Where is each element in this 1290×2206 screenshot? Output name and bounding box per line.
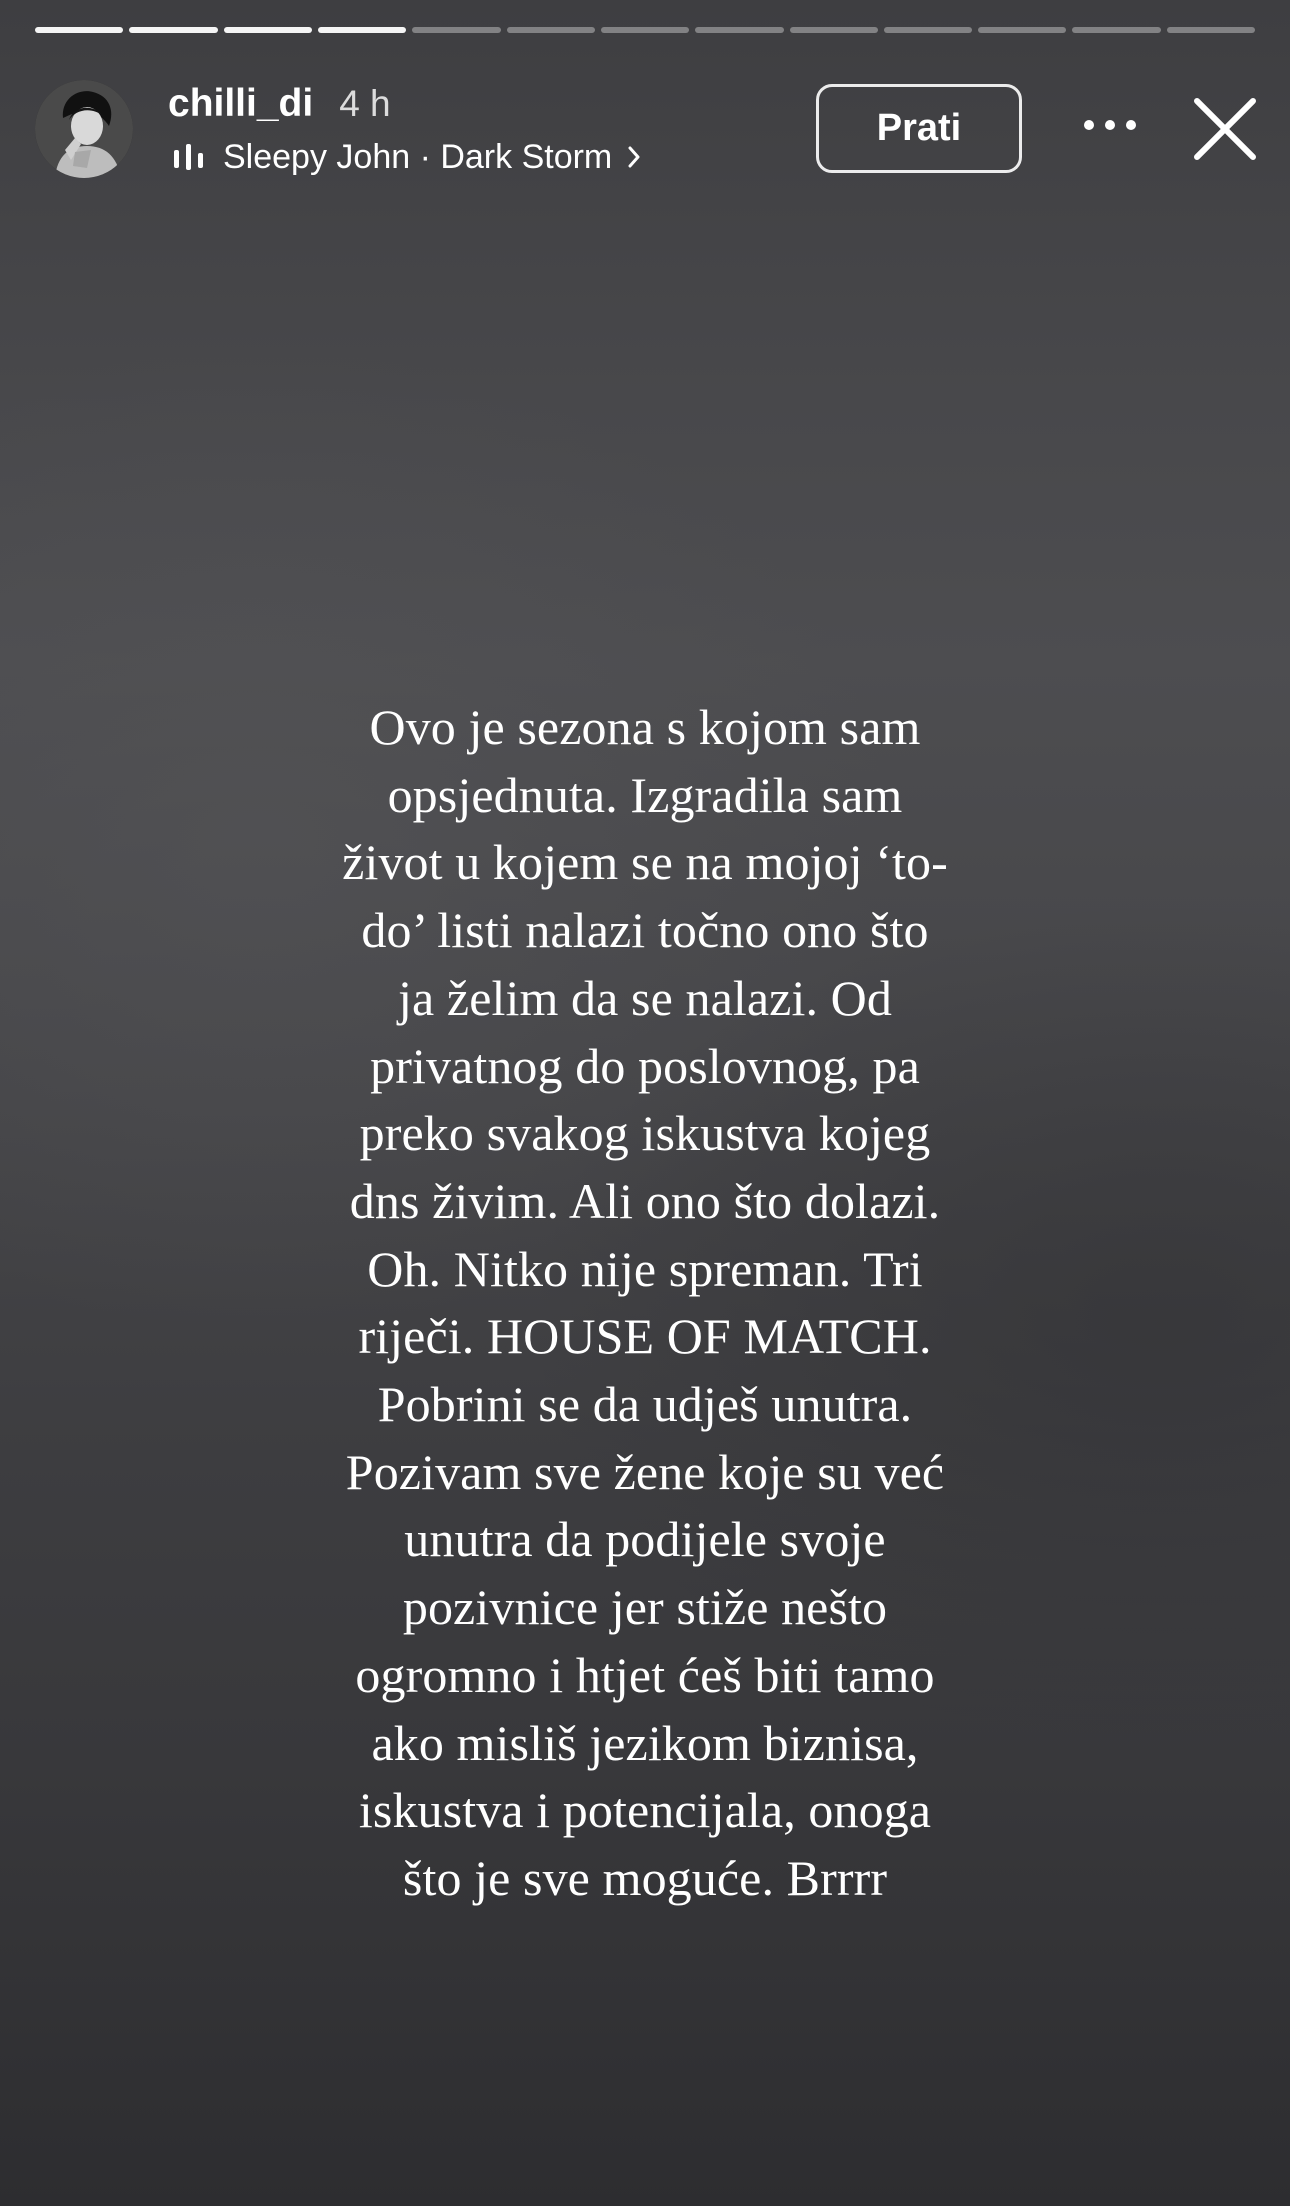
story-user-line — [168, 82, 391, 128]
username[interactable]: chilli_di — [168, 82, 314, 125]
music-attribution[interactable] — [173, 134, 642, 180]
progress-segment-pending — [507, 27, 595, 33]
more-dots-icon — [1080, 105, 1140, 145]
close-button[interactable] — [1193, 97, 1257, 161]
story-header — [35, 80, 1255, 180]
more-options-button[interactable] — [1080, 105, 1140, 145]
music-track-label: Sleepy John · Dark Storm — [223, 137, 613, 176]
story-text: Ovo je sezona s kojom sam opsjednuta. Izgradila sam život u kojem se na mojoj ‘to- do’ listi nalazi točno ono što ja želim da se nalazi. Od privatnog do poslovnog, pa preko svakog iskustva kojeg dns živim. Ali ono što dolazi. Oh. Nitko nije spreman. Tri riječi. HOUSE OF MATCH. Pobrini se da udješ unutra. Pozivam sve žene koje su već unutra da podijele svoje pozivnice jer stiže nešto ogromno i htjet ćeš biti tamo ako misliš jezikom biznisa, iskustva i potencijala, onoga što je sve moguće. Brrrr — [342, 699, 948, 1906]
progress-segment-pending — [1072, 27, 1160, 33]
progress-segment-viewed — [129, 27, 217, 33]
progress-segment-viewed — [35, 27, 123, 33]
close-icon — [1193, 97, 1257, 161]
story-timestamp: 4 h — [339, 83, 391, 124]
avatar[interactable] — [35, 80, 133, 178]
progress-segment-pending — [601, 27, 689, 33]
story-progress-bar — [35, 27, 1255, 33]
chevron-right-icon — [626, 144, 642, 170]
progress-segment-pending — [790, 27, 878, 33]
progress-segment-pending — [978, 27, 1066, 33]
progress-segment-pending — [884, 27, 972, 33]
avatar-photo — [35, 80, 133, 178]
progress-segment-viewed — [224, 27, 312, 33]
follow-button[interactable]: Prati — [816, 84, 1022, 173]
progress-segment-pending — [695, 27, 783, 33]
waveform-icon — [173, 142, 205, 172]
progress-segment-pending — [1167, 27, 1255, 33]
progress-segment-viewed — [318, 27, 406, 33]
progress-segment-pending — [412, 27, 500, 33]
